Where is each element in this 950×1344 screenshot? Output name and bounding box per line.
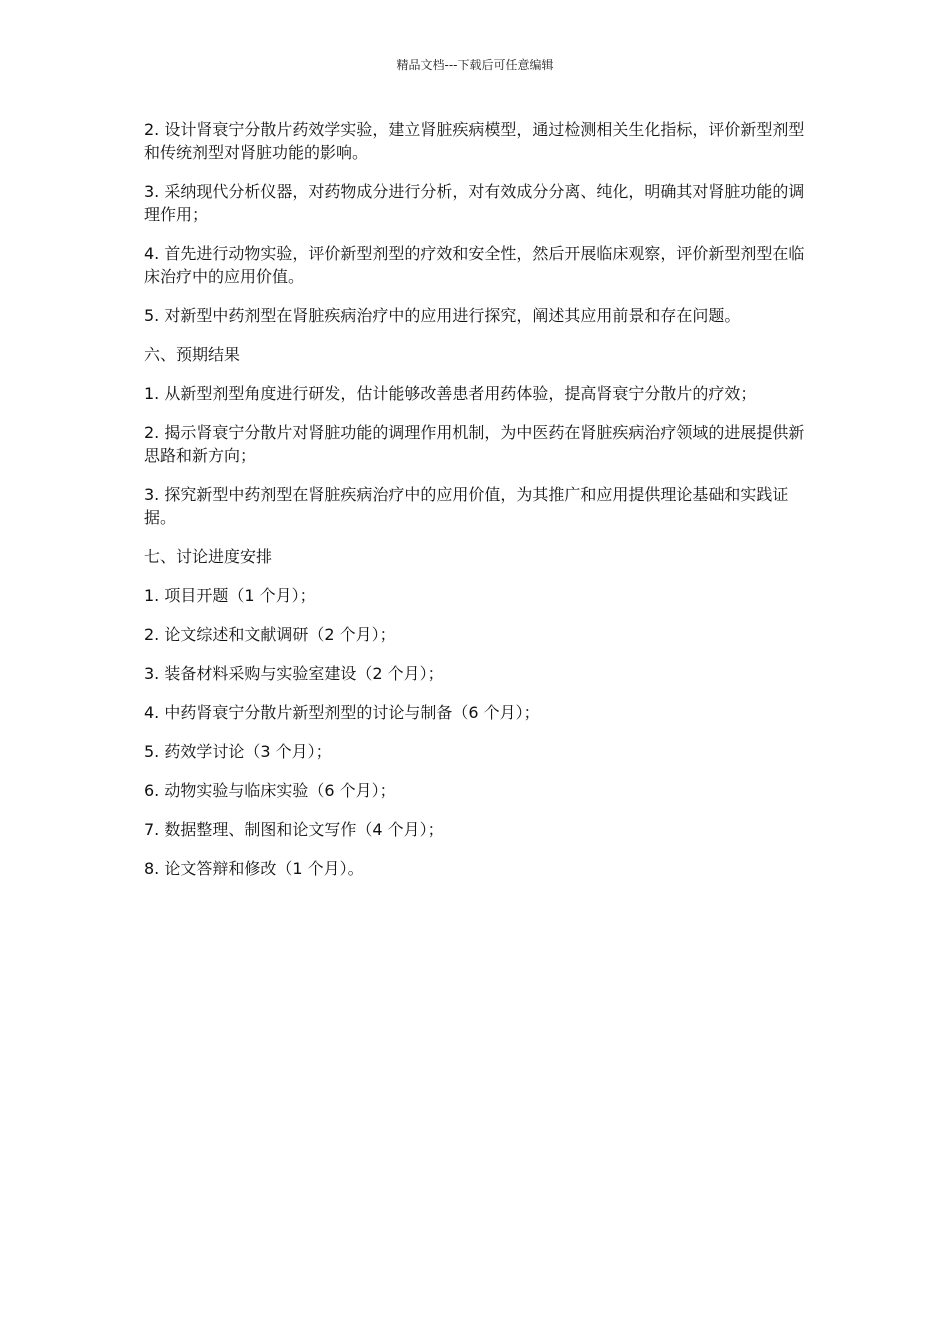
method-item: 2. 设计肾衰宁分散片药效学实验，建立肾脏疾病模型，通过检测相关生化指标，评价新型剂型和传统剂型对肾脏功能的影响。: [144, 120, 805, 162]
schedule-item: 8. 论文答辩和修改（1 个月）。: [144, 859, 364, 878]
schedule-item: 2. 论文综述和文献调研（2 个月）；: [144, 625, 396, 644]
expected-result-item: 3. 探究新型中药剂型在肾脏疾病治疗中的应用价值，为其推广和应用提供理论基础和实践证据。: [144, 485, 789, 527]
schedule-item: 5. 药效学讨论（3 个月）；: [144, 742, 332, 761]
schedule-item: 7. 数据整理、制图和论文写作（4 个月）；: [144, 820, 444, 839]
document-body: [144, 118, 809, 896]
schedule-item: 1. 项目开题（1 个月）；: [144, 586, 316, 605]
method-item: 5. 对新型中药剂型在肾脏疾病治疗中的应用进行探究，阐述其应用前景和存在问题。: [144, 306, 741, 325]
schedule-item: 3. 装备材料采购与实验室建设（2 个月）；: [144, 664, 444, 683]
expected-result-item: 1. 从新型剂型角度进行研发，估计能够改善患者用药体验，提高肾衰宁分散片的疗效；: [144, 384, 757, 403]
section-heading-expected-results: 六、预期结果: [144, 345, 241, 364]
schedule-item: 6. 动物实验与临床实验（6 个月）；: [144, 781, 396, 800]
method-item: 3. 采纳现代分析仪器，对药物成分进行分析，对有效成分分离、纯化，明确其对肾脏功能的调理作用；: [144, 182, 805, 224]
method-item: 4. 首先进行动物实验，评价新型剂型的疗效和安全性，然后开展临床观察，评价新型剂型在临床治疗中的应用价值。: [144, 244, 805, 286]
section-heading-schedule: 七、讨论进度安排: [144, 547, 273, 566]
schedule-item: 4. 中药肾衰宁分散片新型剂型的讨论与制备（6 个月）；: [144, 703, 540, 722]
expected-result-item: 2. 揭示肾衰宁分散片对肾脏功能的调理作用机制，为中医药在肾脏疾病治疗领域的进展提供新思路和新方向；: [144, 423, 805, 465]
page-header: 精品文档---下载后可任意编辑: [396, 58, 554, 72]
